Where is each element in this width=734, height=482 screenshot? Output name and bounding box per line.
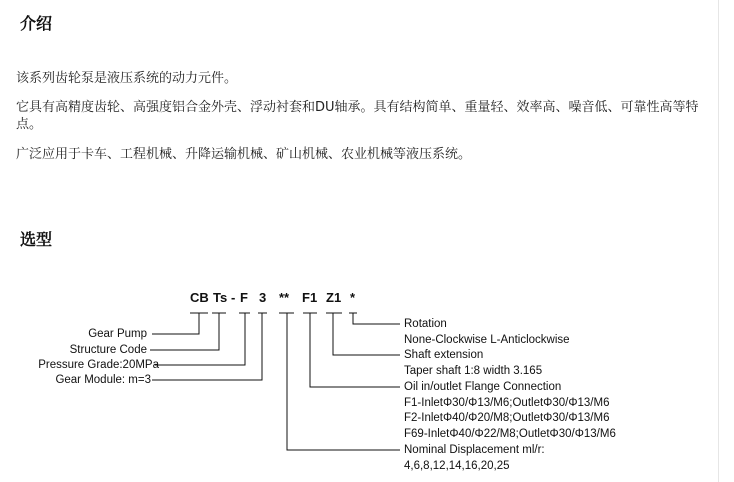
label-flange-f1: F1-InletΦ30/Φ13/M6;OutletΦ30/Φ13/M6 <box>404 397 610 409</box>
label-displacement-values: 4,6,8,12,14,16,20,25 <box>404 460 510 472</box>
code-part-rotation: * <box>350 290 356 305</box>
code-part-cb: CB <box>190 290 209 305</box>
code-part-3: 3 <box>259 290 267 305</box>
label-gear-module: Gear Module: m=3 <box>55 374 151 386</box>
label-structure-code: Structure Code <box>69 344 147 356</box>
intro-heading: 介绍 <box>20 14 53 33</box>
intro-paragraph-2: 它具有高精度齿轮、高强度铝合金外壳、浮动衬套和DU轴承。具有结构简单、重量轻、效率高、噪音低、可靠性高等特点。 <box>16 100 699 132</box>
code-part-z1: Z1 <box>326 290 342 305</box>
code-part-displacement: ** <box>279 290 290 305</box>
code-part-f: F <box>240 290 248 305</box>
label-taper-shaft: Taper shaft 1:8 width 3.165 <box>404 365 543 377</box>
label-pressure-grade: Pressure Grade:20MPa <box>38 359 159 371</box>
label-gear-pump: Gear Pump <box>88 328 147 340</box>
selection-heading: 选型 <box>20 230 53 249</box>
code-part-f1: F1 <box>302 290 318 305</box>
label-rotation: Rotation <box>404 318 447 330</box>
label-nominal-displacement: Nominal Displacement ml/r: <box>404 444 545 456</box>
intro-paragraph-3: 广泛应用于卡车、工程机械、升降运输机械、矿山机械、农业机械等液压系统。 <box>16 147 472 162</box>
code-part-ts: Ts <box>213 290 228 305</box>
intro-paragraph-1: 该系列齿轮泵是液压系统的动力元件。 <box>16 71 238 86</box>
label-rotation-options: None-Clockwise L-Anticlockwise <box>404 334 570 346</box>
label-flange-f2: F2-InletΦ40/Φ20/M8;OutletΦ30/Φ13/M6 <box>404 412 610 424</box>
label-flange-f69: F69-InletΦ40/Φ22/M8;OutletΦ30/Φ13/M6 <box>404 428 616 440</box>
label-shaft-extension: Shaft extension <box>404 349 484 361</box>
code-part-dash: - <box>231 290 236 305</box>
label-flange-connection: Oil in/outlet Flange Connection <box>404 381 562 393</box>
